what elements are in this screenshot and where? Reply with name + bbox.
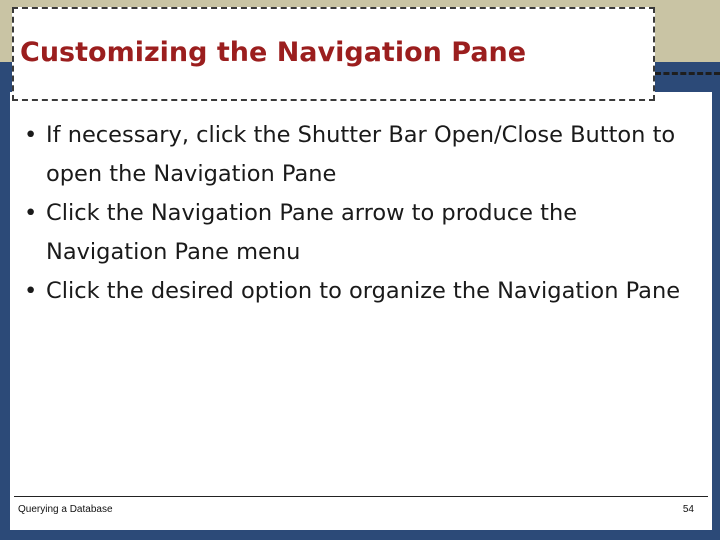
slide-title: Customizing the Navigation Pane bbox=[20, 37, 527, 68]
bullet-dot-icon: • bbox=[24, 200, 38, 226]
bullet-text: If necessary, click the Shutter Bar Open/Close Button to open the Navigation Pane bbox=[46, 122, 676, 187]
footer-section-label: Querying a Database bbox=[18, 504, 113, 515]
bullet-text: Click the Navigation Pane arrow to produce the Navigation Pane menu bbox=[46, 200, 578, 265]
bullet-list bbox=[24, 116, 684, 311]
footer-page-number: 54 bbox=[682, 504, 694, 515]
bullet-item bbox=[24, 194, 684, 272]
bullet-dot-icon: • bbox=[24, 122, 38, 148]
bullet-item bbox=[24, 272, 684, 311]
footer-divider bbox=[14, 496, 708, 497]
bullet-dot-icon: • bbox=[24, 278, 38, 304]
bullet-item bbox=[24, 116, 684, 194]
dashed-stitch-line bbox=[655, 72, 720, 75]
bullet-text: Click the desired option to organize the Navigation Pane bbox=[46, 278, 681, 304]
